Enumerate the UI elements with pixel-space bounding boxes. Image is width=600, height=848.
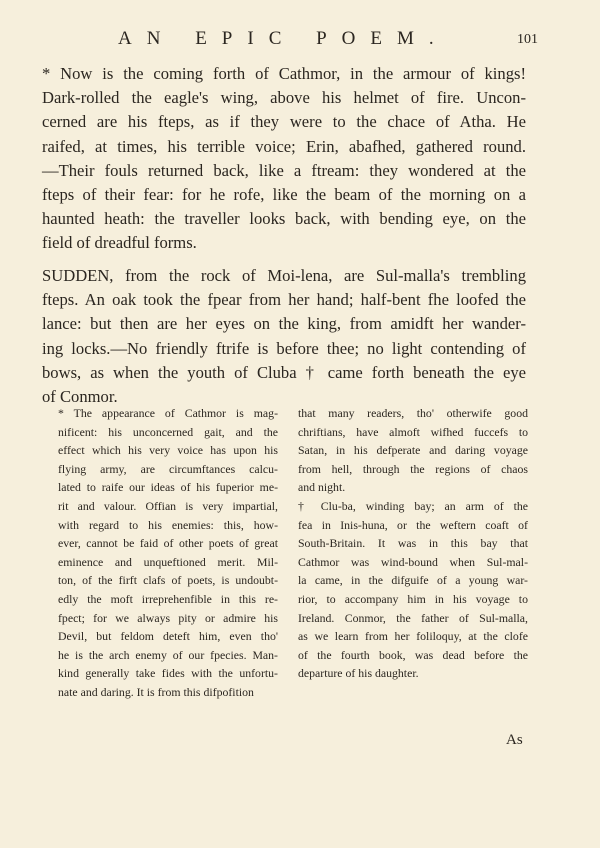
text-line: with regard to his enemies: this, how-	[58, 517, 278, 532]
text-line: of the fourth book, was dead before the	[298, 647, 528, 662]
text-line: South-Britain. It was in this bay that	[298, 536, 528, 551]
text-line: bows, as when the youth of Cluba † came forth beneath the eye	[42, 362, 526, 382]
text-line: lance: but then are her eyes on the king, from amidft her wander-	[42, 314, 526, 334]
text-line: ing locks.—No friendly ftrife is before thee; no light contending of	[42, 338, 526, 358]
text-line: kind generally take fides with the unfortu-	[58, 666, 278, 681]
page-number: 101	[517, 32, 538, 47]
paragraph-cathmor	[42, 62, 526, 256]
text-line: fteps of their fear: for he rofe, like the beam of the morning on a	[42, 185, 526, 205]
text-line: * The appearance of Cathmor is mag-	[58, 406, 278, 420]
text-line: cerned are his fteps, as if they were to the chace of Atha. He	[42, 112, 526, 132]
text-line: raifed, at times, his terrible voice; Erin, abafhed, gathered round.	[42, 136, 526, 156]
text-line: chriftians, have almoft wifhed fuccefs to	[298, 424, 528, 439]
text-line: flying army, are circumftances calcu-	[58, 461, 278, 476]
text-line: field of dreadful forms.	[42, 233, 197, 253]
text-line: la came, in the difguife of a young war-	[298, 573, 528, 588]
text-line: of Conmor.	[42, 387, 118, 407]
text-line: ever, cannot be faid of other poets of great	[58, 536, 278, 551]
text-line: effect which his very voice has upon his	[58, 443, 278, 458]
text-line: Satan, in his defperate and daring voyage	[298, 443, 528, 458]
text-line: rit and valour. Offian is very impartial,	[58, 498, 278, 513]
page-header	[118, 28, 538, 52]
text-line: as we learn from her foliloquy, at the clofe	[298, 629, 528, 644]
text-line: Devil, but feldom deteft him, even tho'	[58, 629, 278, 644]
paragraph-sul-malla	[42, 264, 526, 409]
footnotes-right-column	[298, 404, 528, 683]
catchword: As	[506, 732, 523, 748]
text-line: departure of his daughter.	[298, 666, 419, 681]
text-line: ton, of the firft clafs of poets, is undoubt-	[58, 573, 278, 588]
text-line: —Their fouls returned back, like a ftream: they wondered at the	[42, 160, 526, 180]
text-line: lated to raife our ideas of his fuperior me-	[58, 480, 278, 495]
text-line: † Clu-ba, winding bay; an arm of the	[298, 498, 528, 513]
text-line: nificent: his unconcerned gait, and the	[58, 424, 278, 439]
text-line: fpect; for we always pity or admire his	[58, 610, 278, 625]
footnotes-left-column	[58, 404, 278, 702]
text-line: rior, to accompany him in his voyage to	[298, 591, 528, 606]
text-line: he is the arch enemy of our fpecies. Man-	[58, 647, 278, 662]
text-line: haunted heath: the traveller looks back, with bending eye, on the	[42, 209, 526, 229]
text-line: that many readers, tho' otherwife good	[298, 406, 528, 420]
text-line: and night.	[298, 480, 346, 495]
running-head: AN EPIC POEM.	[118, 28, 449, 49]
text-line: Dark-rolled the eagle's wing, above his helmet of fire. Uncon-	[42, 88, 526, 108]
text-line: fea in Inis-huna, or the weftern coaft of	[298, 517, 528, 532]
text-line: edly the moft irreprehenfible in this re-	[58, 591, 278, 606]
text-line: from hell, through the regions of chaos	[298, 461, 528, 476]
text-line: Cathmor was wind-bound when Sul-mal-	[298, 554, 528, 569]
text-line: eminence and unqueftioned merit. Mil-	[58, 554, 278, 569]
text-line: fteps. An oak took the fpear from her hand; half-bent fhe loofed the	[42, 290, 526, 310]
text-line: * Now is the coming forth of Cathmor, in the armour of kings!	[42, 64, 526, 83]
text-line: Ireland. Conmor, the father of Sul-malla,	[298, 610, 528, 625]
text-line: nate and daring. It is from this difpofition	[58, 684, 254, 699]
text-line: SUDDEN, from the rock of Moi-lena, are Sul-malla's trembling	[42, 266, 526, 285]
